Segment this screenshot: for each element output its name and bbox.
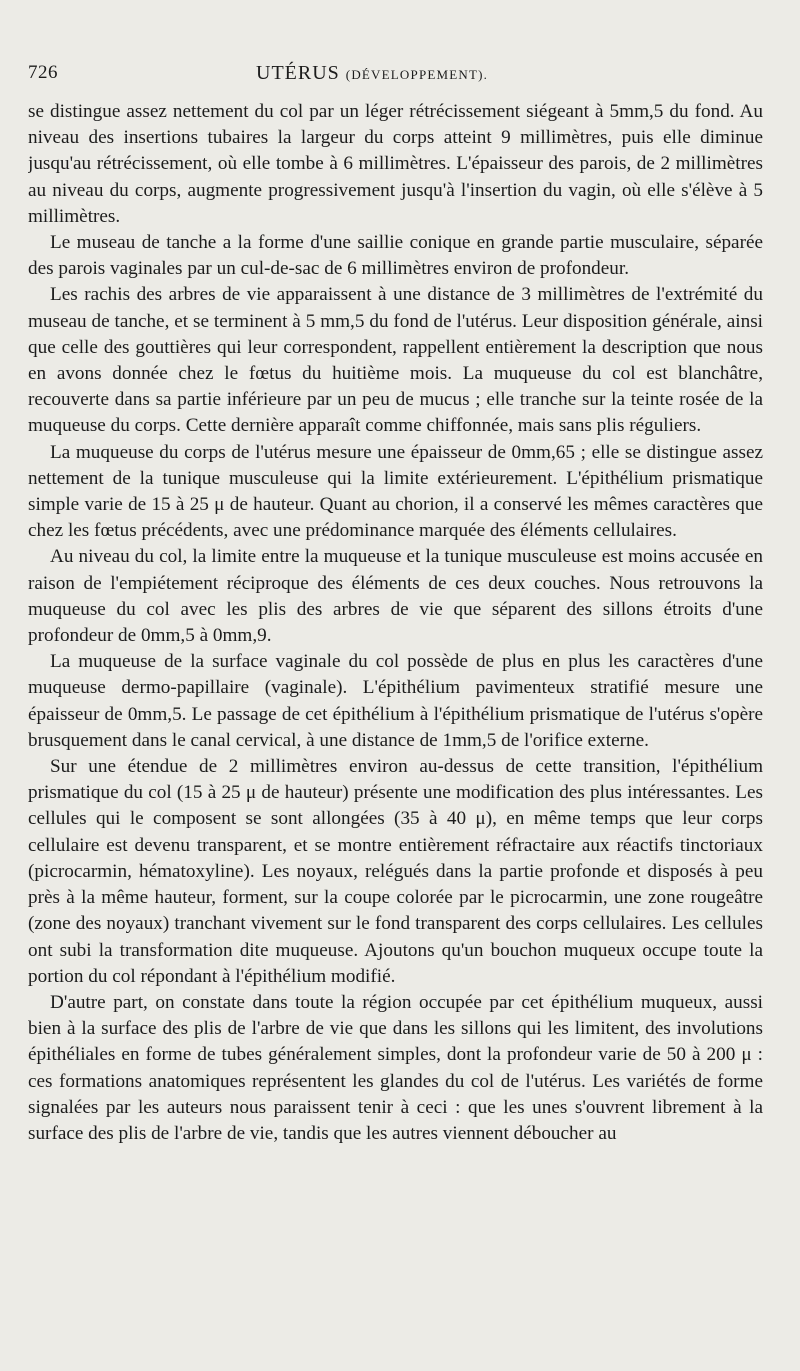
running-head [256, 62, 488, 85]
paragraph-niveau-du-col: Au niveau du col, la limite entre la muqueuse et la tunique musculeuse est moins accusée en raison de l'empiétement réciproque des éléments de ces deux couches. Nous retrouvons la muqueuse du col avec les plis des arbres de vie que séparent des sillons étroits d'une profondeur de 0mm,5 à 0mm,9. [28, 546, 763, 647]
page-header [28, 62, 763, 90]
paragraph-continuation: se distingue assez nettement du col par un léger rétrécissement siégeant à 5mm,5 du fond. Au niveau des insertions tubaires la largeur du corps atteint 9 millimètres, puis elle diminue jusqu'au rétrécissement, où elle tombe à 6 millimètres. L'épaisseur des parois, de 2 millimètres au niveau du corps, augmente progressivement jusqu'à l'insertion du vagin, où elle s'élève à 5 millimètres. [28, 101, 763, 227]
paragraph-rachis: Les rachis des arbres de vie apparaissent à une distance de 3 millimètres de l'extrémité du museau de tanche, et se terminent à 5 mm,5 du fond de l'utérus. Leur disposition générale, ainsi que celle des gouttières qui leur correspondent, rappellent entièrement la description que nous en avons donnée chez le fœtus du huitième mois. La muqueuse du col est blanchâtre, recouverte dans sa partie inférieure par un peu de mucus ; elle tranche sur la teinte rosée de la muqueuse du corps. Cette dernière apparaît comme chiffonnée, mais sans plis réguliers. [28, 284, 763, 437]
paragraph-glandes-du-col: D'autre part, on constate dans toute la région occupée par cet épithélium muqueux, aussi bien à la surface des plis de l'arbre de vie que dans les sillons qui les limitent, des involutions épithéliales en forme de tubes généralement simples, dont la profondeur varie de 50 à 200 μ : ces formations anatomiques représentent les glandes du col de l'utérus. Les variétés de forme signalées par les auteurs nous paraissent tenir à ceci : que les unes s'ouvrent librement à la surface des plis de l'arbre de vie, tandis que les autres viennent déboucher au [28, 991, 763, 1144]
running-head-title: UTÉRUS [256, 62, 340, 84]
paragraph-muqueuse-corps: La muqueuse du corps de l'utérus mesure une épaisseur de 0mm,65 ; elle se distingue assez nettement de la tunique musculeuse qui la limite extérieurement. L'épithélium prismatique simple varie de 15 à 25 μ de hauteur. Quant au chorion, il a conservé les mêmes caractères que chez les fœtus précédents, avec une prédominance marquée des éléments cellulaires. [28, 441, 763, 542]
paragraph-transition: Sur une étendue de 2 millimètres environ au-dessus de cette transition, l'épithélium prismatique du col (15 à 25 μ de hauteur) présente une modification des plus intéressantes. Les cellules qui le composent se sont allongées (35 à 40 μ), en même temps que leur corps cellulaire est devenu transparent, et se montre entièrement réfractaire aux réactifs tinctoriaux (picrocarmin, hématoxyline). Les noyaux, relégués dans la partie profonde et disposés à peu près à la même hauteur, forment, sur la coupe colorée par le picrocarmin, une zone rougeâtre (zone des noyaux) tranchant vivement sur le fond transparent des corps cellulaires. Les cellules ont subi la transformation dite muqueuse. Ajoutons qu'un bouchon muqueux occupe toute la portion du col répondant à l'épithélium modifié. [28, 756, 763, 987]
body-text [28, 99, 763, 1369]
page-number: 726 [28, 62, 58, 83]
paragraph-museau-de-tanche: Le museau de tanche a la forme d'une saillie conique en grande partie musculaire, séparée des parois vaginales par un cul-de-sac de 6 millimètres environ de profondeur. [28, 232, 763, 280]
paragraph-surface-vaginale: La muqueuse de la surface vaginale du col possède de plus en plus les caractères d'une muqueuse dermo-papillaire (vaginale). L'épithélium pavimenteux stratifié mesure une épaisseur de 0mm,5. Le passage de cet épithélium à l'épithélium prismatique de l'utérus s'opère brusquement dans le canal cervical, à une distance de 1mm,5 de l'orifice externe. [28, 651, 763, 751]
running-head-subtitle: (DÉVELOPPEMENT). [345, 67, 489, 82]
